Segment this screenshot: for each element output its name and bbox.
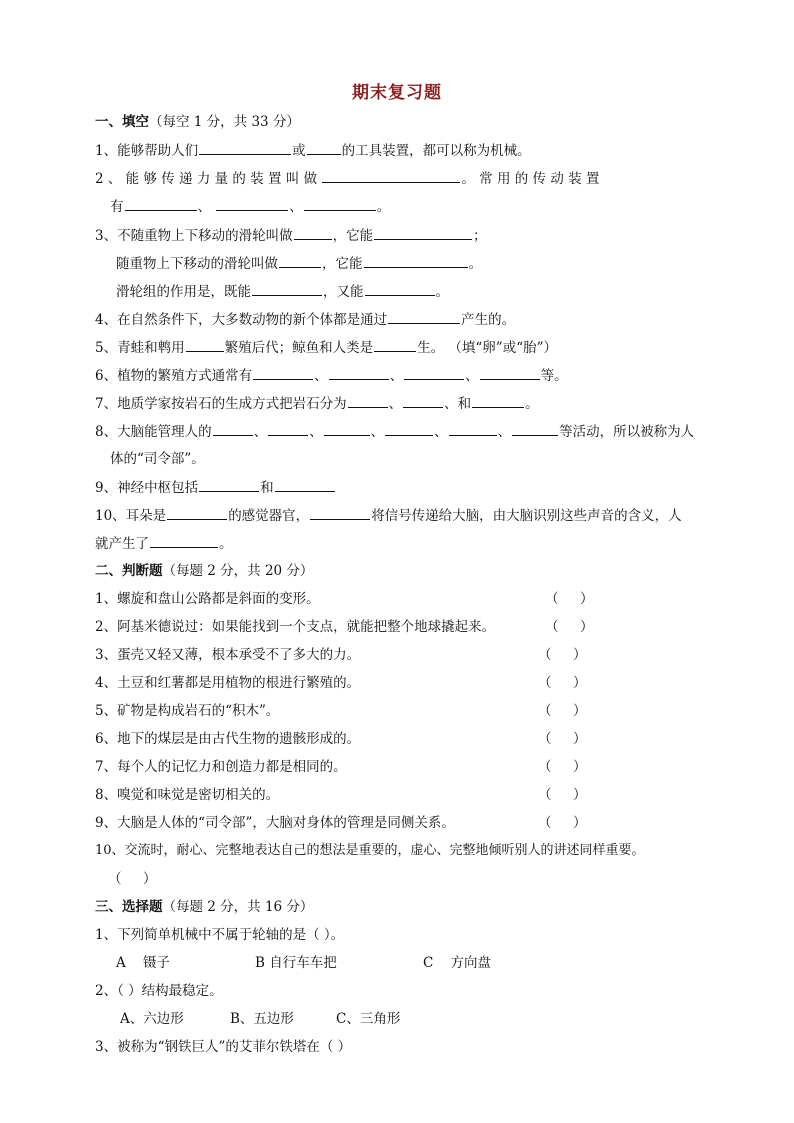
answer-paren[interactable]: （ ） xyxy=(538,647,587,663)
answer-blank[interactable] xyxy=(472,394,524,408)
fill-question-10-cont: 就产生了 。 xyxy=(95,536,233,552)
fill-question-5: 5、青蛙和鹎用 繁殖后代；鲸鱼和人类是 生。 （填“卵”或“胎”） xyxy=(95,340,557,356)
choice-option-b[interactable]: B、五边形 xyxy=(230,1011,294,1027)
answer-blank[interactable] xyxy=(294,226,332,240)
fill-question-8: 8、大脑能管理人的 、 、 、 、 、 等活动，所以被称为人 xyxy=(95,424,695,440)
choice-question-2: 2、（ ）结构最稳定。 xyxy=(95,983,223,999)
fill-question-2-cont: 有 、 、 。 xyxy=(110,199,391,215)
answer-paren[interactable]: （ ） xyxy=(108,871,157,887)
fill-question-9: 9、神经中枢包括 和 xyxy=(95,478,336,497)
judge-item: 4、土豆和红薯都是用植物的根进行繁殖的。 xyxy=(95,675,361,691)
answer-blank[interactable] xyxy=(403,394,443,408)
choice-question-1: 1、下列简单机械中不属于轮轴的是（ ）。 xyxy=(95,927,345,943)
judge-item: 7、每个人的记忆力和创造力都是相同的。 xyxy=(95,759,347,775)
answer-paren[interactable]: （ ） xyxy=(545,591,594,607)
judge-item: 10、交流时，耐心、完整地表达自己的想法是重要的，虚心、完整地倾听别人的讲述同样重要。 xyxy=(95,843,645,858)
answer-blank[interactable] xyxy=(268,422,308,436)
choice-option-b[interactable]: B 自行车车把 xyxy=(255,955,337,971)
fill-question-8-cont: 体的“司令部”。 xyxy=(110,451,205,467)
answer-blank[interactable] xyxy=(374,226,472,240)
fill-question-10: 10、耳朵是 的感觉器官， 将信号传递给大脑，由大脑识别这些声音的含义，人 xyxy=(95,508,682,524)
answer-blank[interactable] xyxy=(374,338,416,352)
answer-paren[interactable]: （ ） xyxy=(538,759,587,775)
answer-blank[interactable] xyxy=(252,282,322,296)
answer-blank[interactable] xyxy=(310,506,370,520)
answer-blank[interactable] xyxy=(125,197,197,211)
choice-option-a[interactable]: A 镊子 xyxy=(116,955,170,971)
answer-blank[interactable] xyxy=(480,366,540,380)
page-title: 期末复习题 xyxy=(352,83,442,103)
answer-blank[interactable] xyxy=(322,169,460,183)
fill-question-1: 1、能够帮助人们 或 的工具装置，都可以称为机械。 xyxy=(95,143,531,159)
choice-option-c[interactable]: C 方向盘 xyxy=(423,955,491,971)
choice-option-c[interactable]: C、三角形 xyxy=(336,1011,401,1027)
answer-paren[interactable]: （ ） xyxy=(538,703,587,719)
fill-question-6: 6、植物的繁殖方式通常有 、 、 、 等。 xyxy=(95,368,568,384)
answer-blank[interactable] xyxy=(304,197,376,211)
answer-blank[interactable] xyxy=(150,534,218,548)
answer-paren[interactable]: （ ） xyxy=(545,619,594,635)
answer-blank[interactable] xyxy=(385,422,433,436)
answer-blank[interactable] xyxy=(404,366,464,380)
answer-paren[interactable]: （ ） xyxy=(538,787,587,803)
answer-blank[interactable] xyxy=(275,478,335,492)
answer-blank[interactable] xyxy=(449,422,497,436)
answer-blank[interactable] xyxy=(364,254,468,268)
fill-question-4: 4、在自然条件下，大多数动物的新个体都是通过 产生的。 xyxy=(95,312,516,328)
choice-question-3: 3、被称为“钢铁巨人”的艾菲尔铁塔在（ ） xyxy=(95,1039,352,1055)
answer-paren[interactable]: （ ） xyxy=(538,731,587,747)
answer-blank[interactable] xyxy=(253,366,313,380)
judge-item: 2、阿基米德说过：如果能找到一个支点，就能把整个地球撬起来。 xyxy=(95,619,496,635)
judge-item: 1、螺旋和盘山公路都是斜面的变形。 xyxy=(95,591,320,607)
answer-blank[interactable] xyxy=(199,141,291,155)
judge-item: 6、地下的煤层是由古代生物的遗骸形成的。 xyxy=(95,731,361,747)
section-choice-heading: 三、选择题（每题 2 分，共 16 分） xyxy=(95,899,314,915)
section-fill-heading: 一、填空（每空 1 分，共 33 分） xyxy=(95,114,300,130)
answer-blank[interactable] xyxy=(365,282,435,296)
answer-blank[interactable] xyxy=(186,338,224,352)
choice-option-a[interactable]: A、六边形 xyxy=(120,1011,184,1027)
answer-blank[interactable] xyxy=(199,478,259,492)
judge-item: 3、蛋壳又轻又薄，根本承受不了多大的力。 xyxy=(95,647,361,663)
answer-blank[interactable] xyxy=(307,141,341,155)
fill-question-3-c: 滑轮组的作用是，既能 ，又能 。 xyxy=(116,284,449,300)
answer-blank[interactable] xyxy=(324,422,370,436)
fill-question-3-b: 随重物上下移动的滑轮叫做 ，它能 。 xyxy=(116,256,482,272)
fill-question-2: 2 、 能 够 传 递 力 量 的 装 置 叫 做 。 常 用 的 传 动 装 置 xyxy=(95,171,600,187)
answer-blank[interactable] xyxy=(279,254,321,268)
answer-blank[interactable] xyxy=(329,366,389,380)
fill-question-7: 7、地质学家按岩石的生成方式把岩石分为 、 、和 。 xyxy=(95,396,539,412)
answer-blank[interactable] xyxy=(348,394,388,408)
answer-blank[interactable] xyxy=(167,506,227,520)
judge-item: 5、矿物是构成岩石的“积木”。 xyxy=(95,703,280,719)
answer-paren[interactable]: （ ） xyxy=(538,815,587,831)
judge-item: 9、大脑是人体的“司令部”，大脑对身体的管理是同侧关系。 xyxy=(95,815,455,831)
answer-paren[interactable]: （ ） xyxy=(538,675,587,691)
answer-blank[interactable] xyxy=(216,197,288,211)
answer-blank[interactable] xyxy=(512,422,558,436)
answer-blank[interactable] xyxy=(388,310,460,324)
answer-blank[interactable] xyxy=(213,422,253,436)
fill-question-3: 3、不随重物上下移动的滑轮叫做 ，它能 ； xyxy=(95,228,487,244)
judge-item: 8、嗅觉和味觉是密切相关的。 xyxy=(95,787,280,803)
section-judge-heading: 二、判断题（每题 2 分，共 20 分） xyxy=(95,563,314,579)
